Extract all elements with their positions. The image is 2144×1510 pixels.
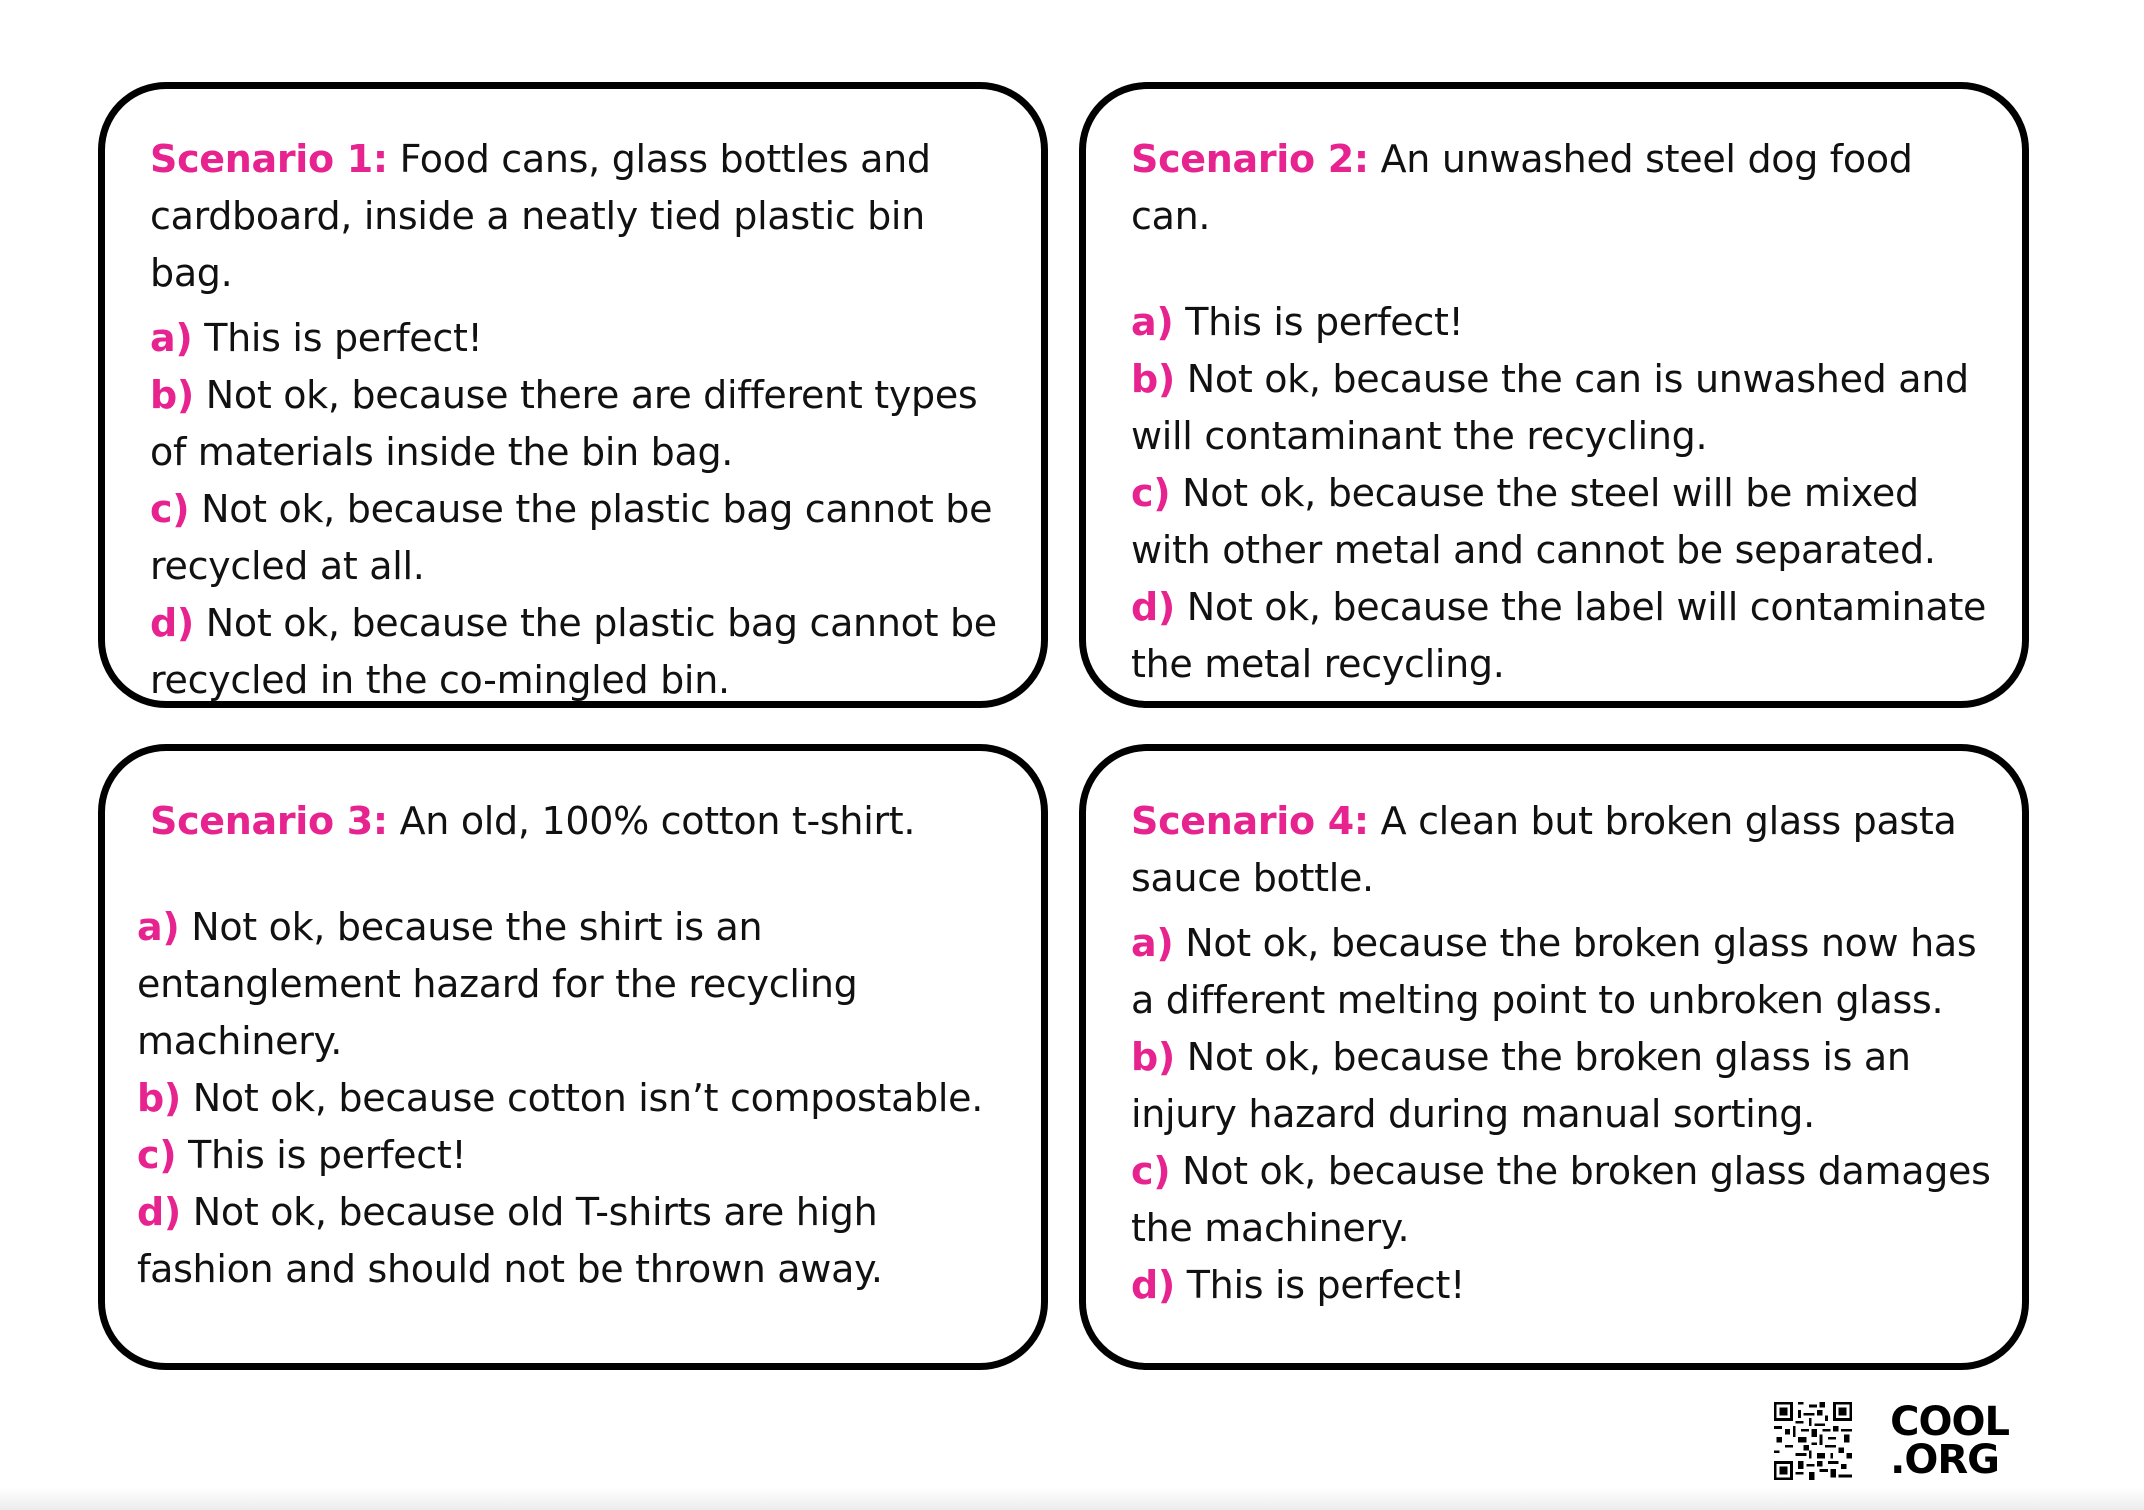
bottom-shadow <box>0 1488 2144 1510</box>
answer-text: This is perfect! <box>204 316 483 360</box>
scenario-question <box>137 793 1011 850</box>
answer-list <box>150 310 1011 709</box>
answer-list <box>137 899 1011 1298</box>
answer-label: c) <box>137 1133 177 1177</box>
scenario-card-4 <box>1079 744 2029 1370</box>
answer-text: Not ok, because the shirt is an entanglement hazard for the recycling machinery. <box>137 905 858 1063</box>
answer-label: b) <box>150 373 194 417</box>
answer-option-a <box>150 310 1011 367</box>
answer-option-b <box>1131 1029 1992 1143</box>
scenario-label: Scenario 3: <box>150 799 388 843</box>
answer-label: c) <box>150 487 190 531</box>
answer-option-c <box>137 1127 1011 1184</box>
answer-label: a) <box>150 316 193 360</box>
scenario-question <box>1131 131 1992 245</box>
answer-option-b <box>1131 351 1992 465</box>
answer-option-d <box>150 595 1011 709</box>
answer-option-d <box>1131 579 1992 693</box>
answer-list <box>1131 915 1992 1314</box>
logo-line-1: COOL <box>1890 1399 2009 1445</box>
answer-option-b <box>150 367 1011 481</box>
answer-text: Not ok, because there are different types of materials inside the bin bag. <box>150 373 978 474</box>
answer-label: d) <box>137 1190 181 1234</box>
answer-text: Not ok, because the plastic bag cannot be recycled at all. <box>150 487 993 588</box>
answer-option-b <box>137 1070 1011 1127</box>
cool-org-logo <box>1890 1399 2009 1483</box>
qr-code-icon <box>1774 1402 1852 1480</box>
answer-text: Not ok, because the label will contaminate the metal recycling. <box>1131 585 1987 686</box>
answer-option-a <box>137 899 1011 1070</box>
logo-line-2: .ORG <box>1890 1437 1999 1483</box>
answer-label: a) <box>1131 300 1174 344</box>
answer-text: Not ok, because the plastic bag cannot be recycled in the co-mingled bin. <box>150 601 997 702</box>
answer-text: Not ok, because the can is unwashed and will contaminant the recycling. <box>1131 357 1969 458</box>
answer-option-c <box>1131 465 1992 579</box>
scenario-question <box>150 131 1011 302</box>
answer-label: b) <box>1131 357 1175 401</box>
answer-text: Not ok, because the broken glass now has a different melting point to unbroken glass. <box>1131 921 1977 1022</box>
scenario-text: An old, 100% cotton t-shirt. <box>399 799 916 843</box>
answer-list <box>1131 294 1992 693</box>
answer-text: Not ok, because the steel will be mixed with other metal and cannot be separated. <box>1131 471 1936 572</box>
answer-label: a) <box>1131 921 1174 965</box>
answer-text: This is perfect! <box>1186 1263 1466 1307</box>
scenario-text: Food cans, glass bottles and cardboard, inside a neatly tied plastic bin bag. <box>150 137 931 295</box>
scenario-text: A clean but broken glass pasta sauce bottle. <box>1131 799 1957 900</box>
scenario-question <box>1131 793 1992 907</box>
answer-label: b) <box>137 1076 181 1120</box>
scenario-card-3 <box>98 744 1048 1370</box>
answer-label: d) <box>1131 1263 1175 1307</box>
scenario-card-1 <box>98 82 1048 708</box>
footer <box>1774 1399 2009 1483</box>
answer-option-c <box>1131 1143 1992 1257</box>
answer-text: Not ok, because old T-shirts are high fashion and should not be thrown away. <box>137 1190 883 1291</box>
answer-label: d) <box>1131 585 1175 629</box>
answer-option-d <box>137 1184 1011 1298</box>
answer-label: d) <box>150 601 194 645</box>
answer-text: Not ok, because cotton isn’t compostable. <box>192 1076 984 1120</box>
answer-label: b) <box>1131 1035 1175 1079</box>
answer-label: a) <box>137 905 180 949</box>
scenario-text: An unwashed steel dog food can. <box>1131 137 1913 238</box>
answer-option-a <box>1131 294 1992 351</box>
answer-option-a <box>1131 915 1992 1029</box>
answer-text: Not ok, because the broken glass damages the machinery. <box>1131 1149 1991 1250</box>
answer-text: This is perfect! <box>1185 300 1464 344</box>
answer-text: Not ok, because the broken glass is an injury hazard during manual sorting. <box>1131 1035 1911 1136</box>
scenario-label: Scenario 2: <box>1131 137 1369 181</box>
answer-label: c) <box>1131 471 1171 515</box>
scenario-label: Scenario 4: <box>1131 799 1369 843</box>
answer-label: c) <box>1131 1149 1171 1193</box>
scenario-label: Scenario 1: <box>150 137 388 181</box>
answer-text: This is perfect! <box>188 1133 467 1177</box>
answer-option-c <box>150 481 1011 595</box>
scenario-card-2 <box>1079 82 2029 708</box>
answer-option-d <box>1131 1257 1992 1314</box>
